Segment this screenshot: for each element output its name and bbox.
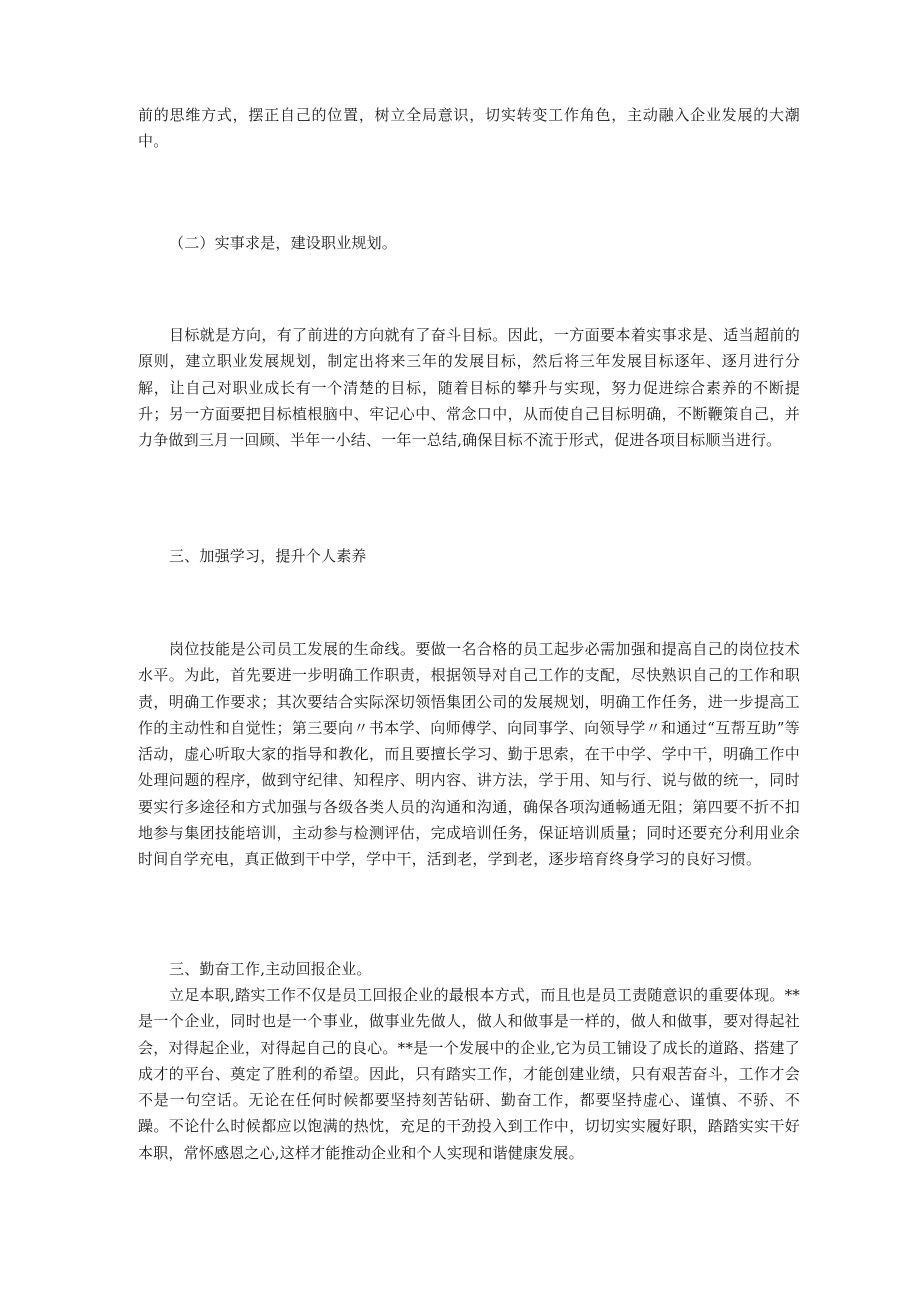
section-heading-career-plan: （二）实事求是，建设职业规划。 <box>169 234 398 252</box>
section-heading-study: 三、加强学习，提升个人素养 <box>169 547 367 565</box>
paragraph-skill: 岗位技能是公司员工发展的生命线。要做一名合格的员工起步必需加强和提高自己的岗位技术水平。为此，首先要进一步明确工作职责，根据领导对自己工作的支配，尽快熟识自己的工作和职责，明确工作要求；其次要结合实际深切领悟集团公司的发展规划，明确工作任务，进一步提高工作的主动性和自觉性；第三要向〃书本学、向师傅学、向同事学、向领导学〃和通过“互帮互助”等活动，虚心听取大家的指导和教化，而且要擅长学习、勤于思索，在干中学、学中干，明确工作中处理问题的程序，做到守纪律、知程序、明内容、讲方法，学于用、知与行、说与做的统一，同时要实行多途径和方式加强与各级各类人员的沟通和沟通，确保各项沟通畅通无阻；第四要不折不扣地参与集团技能培训，主动参与检测评估，完成培训任务，保证培训质量；同时还要充分利用业余时间自学充电，真正做到干中学，学中干，活到老，学到老，逐步培育终身学习的良好习惯。 <box>138 640 800 869</box>
paragraph-goal: 目标就是方向，有了前进的方向就有了奋斗目标。因此，一方面要本着实事求是、适当超前的原则，建立职业发展规划，制定出将来三年的发展目标，然后将三年发展目标逐年、逐月进行分解，让自己对职业成长有一个清楚的目标，随着目标的攀升与实现，努力促进综合素养的不断提升；另一方面要把目标植根脑中、牢记心中、常念口中，从而使自己目标明确，不断鞭策自己，并力争做到三月一回顾、半年一小结、一年一总结,确保目标不流于形式，促进各项目标顺当进行。 <box>138 326 800 450</box>
paragraph-work: 立足本职,踏实工作不仅是员工回报企业的最根本方式，而且也是员工责随意识的重要体现。**是一个企业，同时也是一个事业，做事业先做人，做人和做事是一样的，做人和做事，要对得起社会，对得起企业，对得起自己的良心。**是一个发展中的企业,它为员工铺设了成长的道路、搭建了成才的平台、奠定了胜利的希望。因此，只有踏实工作，才能创建业绩，只有艰苦奋斗，工作才会不是一句空话。无论在任何时候都要坚持刻苦钻研、勤奋工作，都要坚持虚心、谨慎、不骄、不躁。不论什么时候都应以饱满的热忱，充足的干劲投入到工作中，切切实实履好职，踏踏实实干好本职，常怀感恩之心,这样才能推动企业和个人实现和谐健康发展。 <box>138 986 800 1162</box>
paragraph-intro-tail: 前的思维方式，摆正自己的位置，树立全局意识，切实转变工作角色，主动融入企业发展的大潮中。 <box>138 106 800 151</box>
section-heading-work: 三、勤奋工作,主动回报企业。 <box>169 960 372 978</box>
document-page <box>138 0 800 1301</box>
